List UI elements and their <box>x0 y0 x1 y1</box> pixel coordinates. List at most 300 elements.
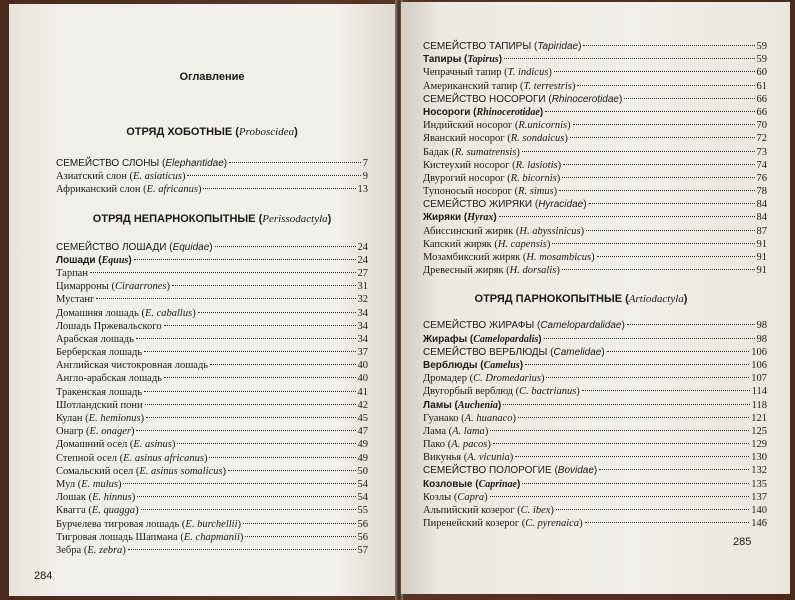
entry-latin: Hyrax <box>467 212 494 224</box>
toc-entry <box>56 465 368 478</box>
entry-latin: Elephantidae <box>165 158 224 169</box>
dot-leader <box>215 246 356 247</box>
entry-latin: Tapiridae <box>537 41 579 52</box>
dot-leader <box>559 190 754 191</box>
entry-latin: Rhinocerotidae <box>551 93 619 105</box>
dot-leader <box>203 188 355 189</box>
entry-page: 91 <box>756 265 767 277</box>
entry-latin: T. terrestris <box>523 80 572 92</box>
entry-name: Арабская лошадь <box>56 333 134 345</box>
dot-leader <box>144 391 355 392</box>
entry-name: Тапиры <box>423 54 462 66</box>
entry-name: Пако <box>423 439 446 451</box>
toc-entry <box>56 359 368 372</box>
entry-name: СЕМЕЙСТВО СЛОНЫ <box>56 158 160 169</box>
toc-entry-title: Тупоносый носорог (R. simus) <box>423 186 558 198</box>
entry-latin: E. africanus <box>146 184 198 196</box>
dot-leader <box>546 377 749 378</box>
entry-page: 34 <box>357 307 368 319</box>
entry-name: СЕМЕЙСТВО ПОЛОРОГИЕ <box>423 465 552 477</box>
entry-page: 24 <box>357 241 368 253</box>
toc-entry-title: СЕМЕЙСТВО ЛОШАДИ (Equidae) <box>56 241 213 253</box>
toc-entry <box>423 119 767 132</box>
entry-page: 118 <box>751 399 767 411</box>
toc-entry <box>56 157 368 170</box>
toc-entry-title: Яванский носорог (R. sondaicus) <box>423 133 568 145</box>
toc-entry <box>423 66 767 79</box>
entry-page: 130 <box>751 452 767 464</box>
dot-leader <box>554 71 755 72</box>
entry-latin: H. dorsalis <box>509 265 557 277</box>
entry-page: 106 <box>751 359 767 371</box>
entry-latin: E. caballus <box>144 307 193 319</box>
toc-entry <box>56 544 368 557</box>
dot-leader <box>499 216 755 217</box>
entry-page: 72 <box>756 133 767 145</box>
toc-entry <box>56 267 368 280</box>
entry-latin: T. indicus <box>507 67 549 79</box>
toc-entry-title: Лошак (E. hinnus) <box>56 492 136 504</box>
toc-entry <box>423 319 767 332</box>
right-page <box>401 2 790 594</box>
dot-leader <box>570 137 755 138</box>
dot-leader <box>525 364 749 365</box>
entry-name: Тарпан <box>56 267 88 279</box>
order-heading-artiodactyla: ОТРЯД ПАРНОКОПЫТНЫЕ (Artiodactyla) <box>474 293 688 306</box>
entry-name: Английская чистокровная лошадь <box>56 360 209 372</box>
entry-page: 59 <box>756 41 767 52</box>
entry-name: Онагр <box>56 426 84 438</box>
entry-name: Двурогий носорог <box>423 172 505 184</box>
entry-name: Квагга <box>56 505 86 517</box>
dot-leader <box>563 164 754 165</box>
entry-name: СЕМЕЙСТВО НОСОРОГИ <box>423 93 546 105</box>
order-heading-proboscidea: ОТРЯД ХОБОТНЫЕ (Proboscidea) <box>126 126 298 138</box>
toc-entry <box>56 346 368 359</box>
entry-latin: Ciraarrones <box>114 281 167 293</box>
entry-page: 78 <box>756 186 767 198</box>
toc-entry-title: Капский жиряк (H. capensis) <box>423 238 551 250</box>
entry-latin: Rhinocerotidae <box>476 106 540 118</box>
toc-entry <box>423 53 767 66</box>
toc-entry <box>56 452 368 465</box>
dot-leader <box>562 177 754 178</box>
entry-latin: R.unicornis <box>518 120 568 132</box>
dot-leader <box>504 58 754 59</box>
entry-latin: Camelus <box>483 359 520 371</box>
toc-entry <box>56 320 368 333</box>
entry-page: 50 <box>357 465 368 477</box>
toc-entry <box>56 280 368 293</box>
entry-latin: Tapirus <box>467 54 499 66</box>
toc-entry-title <box>56 267 88 280</box>
entry-name: Верблюды <box>423 359 478 371</box>
dot-leader <box>128 549 356 550</box>
toc-entry <box>423 372 767 385</box>
entry-name: Лошак <box>56 492 86 504</box>
entry-name: Африканский слон <box>56 184 141 196</box>
dot-leader <box>210 364 355 365</box>
entry-name: Домашний осел <box>56 439 128 451</box>
entry-name: Шотландский пони <box>56 399 143 411</box>
entry-name: СЕМЕЙСТВО ТАПИРЫ <box>423 41 532 52</box>
entry-name: Цимарроны <box>56 281 109 293</box>
entry-page: 49 <box>357 452 368 464</box>
dot-leader <box>490 430 749 431</box>
toc-entry-title: Козлы (Capra) <box>423 491 488 503</box>
dot-leader <box>544 338 755 339</box>
dot-leader <box>562 269 755 270</box>
entry-page: 47 <box>357 426 368 438</box>
dot-leader <box>228 470 356 471</box>
entry-page: 41 <box>357 386 368 398</box>
entry-name: Носороги <box>423 106 471 118</box>
entry-page: 45 <box>357 413 368 424</box>
dot-leader <box>141 509 356 510</box>
dot-leader <box>518 417 749 418</box>
toc-entry-title: Верблюды (Camelus) <box>423 359 524 371</box>
entry-latin: Capra <box>457 491 485 503</box>
entry-name: Чепрачный тапир <box>423 67 502 79</box>
entry-page: 107 <box>751 373 767 385</box>
entry-name: Жирафы <box>423 333 468 345</box>
entry-latin: Equidae <box>172 241 210 253</box>
entry-page: 27 <box>357 267 368 279</box>
entry-name: СЕМЕЙСТВО ВЕРБЛЮДЫ <box>423 346 548 358</box>
entry-page: 34 <box>357 333 368 345</box>
toc-entry <box>423 478 767 491</box>
toc-entry-title: Жирафы (Camelopardalis) <box>423 333 542 345</box>
toc-entry-title: Тапиры (Tapirus) <box>423 54 503 66</box>
toc-list-perissodactyla <box>56 241 397 558</box>
dot-leader <box>545 111 754 112</box>
dot-leader <box>187 175 360 176</box>
entry-latin: R. bicornis <box>510 172 557 184</box>
dot-leader <box>245 536 355 537</box>
toc-entry-title: Лама (A. lama) <box>423 425 489 437</box>
entry-latin: A. lama <box>452 425 485 437</box>
toc-entry-title: Носороги (Rhinocerotidae) <box>423 106 544 118</box>
entry-latin: A. pacos <box>451 439 488 451</box>
entry-name: Кулан <box>56 413 83 424</box>
toc-entry <box>56 170 368 183</box>
dot-leader <box>589 203 755 204</box>
dot-leader <box>137 496 355 497</box>
entry-page: 135 <box>751 478 767 490</box>
toc-entry-title: Ламы (Auchenia) <box>423 399 502 411</box>
dot-leader <box>177 443 355 444</box>
toc-entry-title: Домашний осел (E. asinus) <box>56 439 176 451</box>
entry-name: Зебра <box>56 544 82 556</box>
entry-page: 31 <box>357 281 368 293</box>
dot-leader <box>209 457 355 458</box>
toc-entry-title: Лошади (Equus) <box>56 254 132 266</box>
toc-entry <box>56 399 368 412</box>
toc-entry-title <box>56 359 208 372</box>
toc-entry <box>56 504 368 517</box>
entry-name: Гуанако <box>423 412 459 424</box>
toc-entry-title: Двугорбый верблюд (C. bactrianus) <box>423 386 580 398</box>
entry-latin: Hyracidae <box>538 199 584 211</box>
entry-page: 60 <box>756 67 767 79</box>
toc-entry <box>423 93 767 106</box>
entry-latin: C. ibex <box>520 505 551 516</box>
entry-name: Мустанг <box>56 294 95 306</box>
dot-leader <box>627 324 755 325</box>
toc-entry-title <box>56 333 134 346</box>
toc-entry-title <box>56 386 142 399</box>
toc-entry <box>56 241 368 254</box>
toc-entry-title: Азиатский слон (E. asiaticus) <box>56 171 186 183</box>
toc-entry-title: Сомальский осел (E. asinus somalicus) <box>56 465 226 477</box>
dot-leader <box>164 377 356 378</box>
toc-entry <box>423 451 767 464</box>
entry-page: 121 <box>751 412 767 424</box>
dot-leader <box>573 124 755 125</box>
toc-entry-title: Чепрачный тапир (T. indicus) <box>423 67 552 79</box>
toc-entry <box>423 359 767 372</box>
toc-entry <box>56 372 368 385</box>
toc-entry <box>423 238 767 251</box>
entry-name: Мозамбикский жиряк <box>423 252 521 263</box>
entry-name: Бадак <box>423 146 449 158</box>
entry-name: Древесный жиряк <box>423 265 504 277</box>
entry-latin: A. huanaco <box>464 412 513 424</box>
entry-page: 49 <box>357 439 368 451</box>
entry-latin: E. asinus <box>133 439 172 451</box>
entry-latin: H. mosambicus <box>526 252 592 263</box>
entry-name: Сомальский осел <box>56 465 134 477</box>
toc-entry-title: Степной осел (E. asinus africanus) <box>56 452 208 464</box>
entry-page: 66 <box>756 93 767 105</box>
entry-page: 54 <box>357 478 368 490</box>
toc-entry <box>56 183 368 196</box>
left-page <box>9 4 397 596</box>
entry-name: Лошадь Пржевальского <box>56 320 162 332</box>
entry-page: 59 <box>756 54 767 66</box>
toc-entry <box>56 425 368 438</box>
entry-name: Англо-арабская лошадь <box>56 373 162 385</box>
entry-page: 91 <box>756 238 767 250</box>
entry-name: Индийский носорог <box>423 120 513 132</box>
entry-name: Козловые <box>423 478 473 490</box>
entry-page: 98 <box>756 320 767 332</box>
entry-name: Мул <box>56 478 76 490</box>
entry-name: Бурчелева тигровая лошадь <box>56 518 180 530</box>
entry-name: Альпийский козерог <box>423 505 515 516</box>
toc-entry-title: Древесный жиряк (H. dorsalis) <box>423 265 560 277</box>
entry-page: 106 <box>751 346 767 358</box>
toc-entry <box>423 198 767 211</box>
toc-entry-title: Дромадер (C. Dromedarius) <box>423 373 545 385</box>
entry-latin: Equus <box>101 254 129 266</box>
entry-page: 137 <box>751 491 767 503</box>
entry-page: 91 <box>756 252 767 263</box>
toc-entry-title: Викунья (A. vicunia) <box>423 452 514 464</box>
entry-name: Кистеухий носорог <box>423 159 510 171</box>
toc-entry-title: Пако (A. pacos) <box>423 439 491 451</box>
toc-entry <box>423 185 767 198</box>
toc-entry-title: Абиссинский жиряк (H. abyssinicus) <box>423 225 585 237</box>
entry-page: 42 <box>357 399 368 411</box>
entry-name: СЕМЕЙСТВО ЖИРАФЫ <box>423 320 535 332</box>
entry-page: 129 <box>751 439 767 451</box>
toc-entry-title: Мул (E. mulus) <box>56 478 122 490</box>
toc-entry-title: СЕМЕЙСТВО ЖИРАФЫ (Camelopardalidae) <box>423 320 625 332</box>
dot-leader <box>96 298 355 299</box>
toc-entry-title: Альпийский козерог (C. ibex) <box>423 505 554 516</box>
toc-list-continued <box>423 40 790 277</box>
toc-entry <box>423 132 767 145</box>
toc-entry <box>56 307 368 320</box>
dot-leader <box>134 259 356 260</box>
entry-page: 32 <box>357 294 368 306</box>
toc-entry-title: СЕМЕЙСТВО НОСОРОГИ (Rhinocerotidae) <box>423 93 623 105</box>
entry-latin: E. asinus africanus <box>123 452 204 464</box>
toc-entry <box>423 172 767 185</box>
toc-list-proboscidea <box>56 157 397 197</box>
toc-entry <box>56 518 368 531</box>
entry-page: 74 <box>756 159 767 171</box>
entry-name: Двугорбый верблюд <box>423 386 513 398</box>
toc-entry-title: Двурогий носорог (R. bicornis) <box>423 172 561 184</box>
entry-page: 132 <box>751 465 767 477</box>
page-number: 284 <box>34 570 53 582</box>
entry-latin: C. pyrenaica <box>525 518 580 530</box>
toc-entry <box>56 531 368 544</box>
entry-name: Тупоносый носорог <box>423 186 512 198</box>
toc-entry <box>423 264 767 277</box>
toc-entry-title: Квагга (E. quagga) <box>56 505 139 517</box>
entry-page: 57 <box>357 544 368 556</box>
toc-entry-title <box>56 346 142 359</box>
entry-latin: Bovidae <box>557 465 594 477</box>
toc-entry <box>56 412 368 425</box>
order-heading-perissodactyla: ОТРЯД НЕПАРНОКОПЫТНЫЕ (Perissodactyla) <box>92 212 332 225</box>
entry-page: 146 <box>751 518 767 530</box>
toc-entry <box>423 517 767 530</box>
dot-leader <box>503 404 749 405</box>
toc-entry <box>423 251 767 264</box>
toc-entry-title: Африканский слон (E. africanus) <box>56 184 202 196</box>
entry-latin: E. zebra <box>87 544 123 556</box>
entry-page: 98 <box>756 333 767 345</box>
entry-page: 24 <box>357 254 368 266</box>
toc-entry-title: Кистеухий носорог (R. lasiotis) <box>423 159 562 171</box>
entry-latin: E. quagga <box>91 505 136 517</box>
entry-page: 87 <box>756 225 767 237</box>
dot-leader <box>123 483 355 484</box>
toc-entry <box>423 159 767 172</box>
toc-entry-title: СЕМЕЙСТВО ЖИРЯКИ (Hyracidae) <box>423 199 587 211</box>
entry-latin: E. asinus somalicus <box>139 465 223 477</box>
dot-leader <box>229 162 361 163</box>
entry-name: Дромадер <box>423 373 467 385</box>
entry-latin: Camelopardalidae <box>540 320 622 332</box>
dot-leader <box>624 98 754 99</box>
entry-latin: H. capensis <box>497 238 547 250</box>
entry-latin: C. bactrianus <box>519 386 577 398</box>
entry-page: 54 <box>357 492 368 504</box>
entry-name: Пиренейский козерог <box>423 518 520 530</box>
entry-latin: C. Dromedarius <box>473 373 541 385</box>
toc-entry <box>423 346 767 359</box>
toc-entry-title <box>56 293 94 306</box>
dot-leader <box>515 456 749 457</box>
entry-latin: H. abyssinicus <box>519 225 581 237</box>
dot-leader <box>136 430 355 431</box>
page-number: 285 <box>733 536 752 548</box>
entry-latin: E. chapmanii <box>183 531 240 543</box>
toc-entry-title: Пиренейский козерог (C. pyrenaica) <box>423 518 583 530</box>
toc-entry-title: СЕМЕЙСТВО ВЕРБЛЮДЫ (Camelidae) <box>423 346 605 358</box>
dot-leader <box>145 404 356 405</box>
entry-latin: A. vicunia <box>467 452 510 464</box>
toc-entry-title: Бурчелева тигровая лошадь (E. burchellii) <box>56 518 242 530</box>
entry-page: 84 <box>756 212 767 224</box>
dot-leader <box>585 522 750 523</box>
entry-page: 13 <box>357 184 368 196</box>
toc-title: Оглавление <box>179 71 245 83</box>
dot-leader <box>522 151 755 152</box>
dot-leader <box>556 509 749 510</box>
dot-leader <box>599 469 749 470</box>
entry-page: 40 <box>357 373 368 385</box>
entry-latin: E. burchellii <box>185 518 238 530</box>
entry-page: 56 <box>357 531 368 543</box>
dot-leader <box>586 230 754 231</box>
entry-latin: E. hinnus <box>92 492 132 504</box>
toc-entry <box>423 425 767 438</box>
toc-entry <box>423 438 767 451</box>
entry-latin: E. onager <box>89 426 131 438</box>
toc-entry-title: Кулан (E. hemionus) <box>56 413 145 424</box>
entry-name: Абиссинский жиряк <box>423 225 514 237</box>
dot-leader <box>490 496 750 497</box>
toc-entry <box>423 146 767 159</box>
dot-leader <box>607 351 750 352</box>
toc-entry-title: Мозамбикский жиряк (H. mosambicus) <box>423 252 595 263</box>
toc-entry <box>56 254 368 267</box>
entry-name: Ламы <box>423 399 452 411</box>
toc-entry <box>423 40 767 53</box>
entry-latin: R. simus <box>518 186 554 198</box>
entry-name: Викунья <box>423 452 462 464</box>
toc-entry-title: СЕМЕЙСТВО ТАПИРЫ (Tapiridae) <box>423 41 582 52</box>
dot-leader <box>172 285 355 286</box>
toc-entry-title: Бадак (R. sumatrensis) <box>423 146 520 158</box>
toc-entry <box>56 386 368 399</box>
toc-entry <box>423 464 767 477</box>
entry-name: Азиатский слон <box>56 171 127 183</box>
dot-leader <box>522 483 749 484</box>
entry-page: 70 <box>756 120 767 132</box>
dot-leader <box>90 272 356 273</box>
entry-latin: Camelopardalis <box>473 333 539 345</box>
toc-entry-title <box>56 320 162 333</box>
entry-page: 55 <box>357 505 368 517</box>
toc-entry-title: Гуанако (A. huanaco) <box>423 412 516 424</box>
toc-entry <box>423 399 767 412</box>
dot-leader <box>144 351 355 352</box>
toc-entry <box>56 293 368 306</box>
dot-leader <box>136 338 356 339</box>
entry-latin: E. asiaticus <box>132 171 182 183</box>
entry-page: 7 <box>362 158 368 169</box>
toc-entry <box>56 491 368 504</box>
toc-entry-title <box>56 372 162 385</box>
entry-page: 73 <box>756 146 767 158</box>
